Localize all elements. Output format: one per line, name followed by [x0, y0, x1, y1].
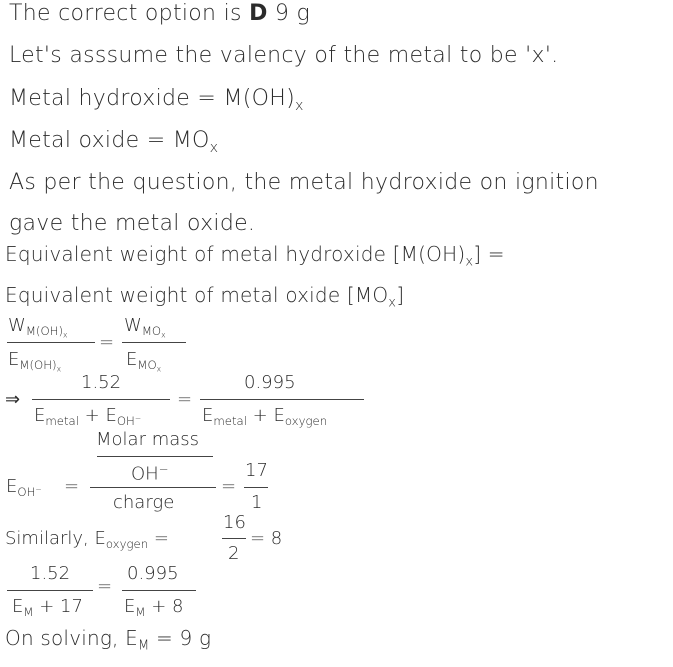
w-subscript: M(OH)x [25, 324, 68, 340]
subscript: x [465, 254, 474, 270]
answer-prefix: The correct option is [9, 1, 250, 26]
text: ] [396, 283, 405, 307]
equivalent-hydroxide-line [5, 242, 505, 270]
fraction-bar [122, 342, 186, 343]
e-oh-label: $E_{OH^-}$ [6, 476, 42, 500]
f2-den-left: $E_{metal} + E_{OH^-}$ [34, 405, 142, 429]
value-16: 16 [223, 512, 246, 533]
fraction-bar [32, 399, 170, 400]
fraction-bar [90, 487, 216, 488]
w-symbol: W [8, 315, 26, 336]
equals: = [99, 332, 115, 353]
text: Equivalent weight of metal oxide [MO [5, 283, 389, 307]
fraction-bar [200, 399, 364, 400]
equivalent-oxide-line [5, 283, 404, 311]
equals: = [64, 476, 80, 497]
text: ] = [473, 242, 505, 266]
question-line: As per the question, the metal hydroxide on ignition [9, 170, 599, 195]
equals: = [97, 576, 113, 597]
equals-8: = 8 [250, 528, 283, 549]
f1-num-right [124, 315, 166, 340]
value-1: 1 [251, 492, 263, 513]
e-subscript: MOx [137, 358, 162, 374]
f2-num-left: 1.52 [81, 372, 122, 393]
f1-num-left [8, 315, 68, 340]
hydroxide-formula-line [9, 86, 304, 114]
answer-value: 9 g [267, 1, 311, 26]
f1-den-left [8, 349, 61, 374]
implies-arrow: ⇒ [5, 389, 21, 410]
hydroxide-text: Metal hydroxide = M(OH) [9, 86, 295, 111]
fraction-bar [122, 590, 196, 591]
equals: = [221, 476, 237, 497]
w-subscript: MOx [141, 324, 166, 340]
f5-num-left: 1.52 [30, 563, 71, 584]
molar-mass: Molar mass [96, 429, 200, 450]
charge: charge [113, 492, 175, 513]
answer-option: D [249, 1, 268, 26]
subscript: x [388, 295, 397, 311]
f5-den-right: $E_M + 8$ [124, 596, 184, 620]
fraction-bar [97, 456, 213, 457]
w-symbol: W [124, 315, 142, 336]
similarly-line: Similarly, $E_{oxygen}$ = [5, 528, 169, 552]
answer-line [9, 1, 310, 26]
equals: = [177, 389, 193, 410]
subscript: x [294, 98, 304, 114]
fraction-bar [244, 487, 268, 488]
oh-ion: OH− [131, 462, 169, 485]
text: Equivalent weight of metal hydroxide [M(OH) [5, 242, 466, 266]
fraction-bar [222, 538, 246, 539]
e-subscript: M(OH)x [19, 358, 62, 374]
f2-num-right: 0.995 [244, 372, 296, 393]
assumption-line: Let's asssume the valency of the metal to be 'x'. [9, 43, 559, 68]
oxide-formula-line [9, 128, 218, 156]
solution-line: On solving, $E_M = 9$ g [5, 626, 212, 654]
e-symbol: E [8, 349, 20, 370]
subscript: x [209, 140, 219, 156]
value-17: 17 [245, 460, 268, 481]
fraction-bar [7, 590, 93, 591]
question-line-2: gave the metal oxide. [9, 211, 256, 236]
fraction-bar [7, 342, 95, 343]
f5-num-right: 0.995 [127, 563, 179, 584]
oxide-text: Metal oxide = MO [9, 128, 210, 153]
e-symbol: E [126, 349, 138, 370]
f2-den-right: $E_{metal} + E_{oxygen}$ [202, 405, 328, 429]
f5-den-left: $E_M + 17$ [12, 596, 83, 620]
f1-den-right [126, 349, 161, 374]
value-2: 2 [228, 543, 240, 564]
